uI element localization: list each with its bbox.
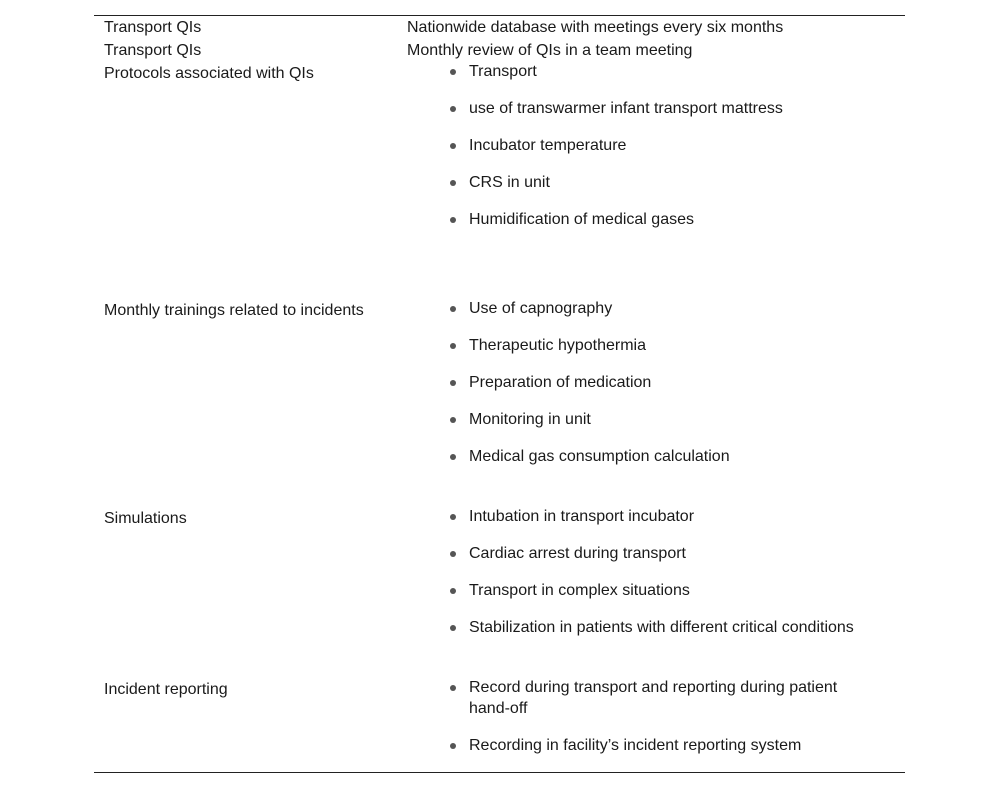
bullet-icon xyxy=(450,588,456,594)
bullet-list xyxy=(449,298,859,467)
item-text: Monitoring in unit xyxy=(469,411,591,428)
list-item xyxy=(449,209,859,230)
item-text: CRS in unit xyxy=(469,174,550,191)
table-row xyxy=(94,39,905,62)
bullet-icon xyxy=(450,454,456,460)
list-item xyxy=(449,677,859,719)
bullet-icon xyxy=(450,143,456,149)
list-item xyxy=(449,446,859,467)
row-label: Monthly trainings related to incidents xyxy=(104,302,364,319)
bullet-list xyxy=(449,506,859,638)
bullet-icon xyxy=(450,743,456,749)
bullet-icon xyxy=(450,685,456,691)
list-item xyxy=(449,543,859,564)
item-text: Record during transport and reporting during patient hand-off xyxy=(469,679,838,717)
bullet-list xyxy=(449,677,859,756)
bullet-icon xyxy=(450,106,456,112)
qi-table xyxy=(94,16,905,778)
item-text: Medical gas consumption calculation xyxy=(469,448,730,465)
list-item xyxy=(449,617,859,638)
table-bottom-rule xyxy=(94,772,905,773)
item-text: Recording in facility’s incident reporting system xyxy=(469,737,802,754)
item-text: Use of capnography xyxy=(469,300,613,317)
item-text: Humidification of medical gases xyxy=(469,211,694,228)
list-item xyxy=(449,735,859,756)
list-item xyxy=(449,61,859,82)
bullet-icon xyxy=(450,69,456,75)
bullet-icon xyxy=(450,343,456,349)
list-item xyxy=(449,298,859,319)
bullet-icon xyxy=(450,380,456,386)
row-label: Simulations xyxy=(104,510,187,527)
bullet-icon xyxy=(450,625,456,631)
row-label: Transport QIs xyxy=(104,19,202,36)
item-text: Therapeutic hypothermia xyxy=(469,337,646,354)
table-row-trainings xyxy=(94,299,905,507)
bullet-icon xyxy=(450,551,456,557)
table-row xyxy=(94,16,905,39)
bullet-icon xyxy=(450,417,456,423)
row-label: Protocols associated with QIs xyxy=(104,65,314,82)
item-text: Transport xyxy=(469,63,537,80)
row-label: Transport QIs xyxy=(104,42,202,59)
table-row-incident-reporting xyxy=(94,678,905,778)
bullet-icon xyxy=(450,306,456,312)
table-row-simulations xyxy=(94,507,905,678)
bullet-icon xyxy=(450,217,456,223)
item-text: Intubation in transport incubator xyxy=(469,508,695,525)
bullet-icon xyxy=(450,180,456,186)
row-value: Monthly review of QIs in a team meeting xyxy=(407,42,693,59)
item-text: Incubator temperature xyxy=(469,137,627,154)
list-item xyxy=(449,335,859,356)
list-item xyxy=(449,98,859,119)
row-value: Nationwide database with meetings every six months xyxy=(407,19,784,36)
bullet-icon xyxy=(450,514,456,520)
table-row-protocols xyxy=(94,62,905,299)
list-item xyxy=(449,135,859,156)
list-item xyxy=(449,372,859,393)
row-label: Incident reporting xyxy=(104,681,228,698)
item-text: Cardiac arrest during transport xyxy=(469,545,686,562)
item-text: Preparation of medication xyxy=(469,374,652,391)
item-text: Transport in complex situations xyxy=(469,582,690,599)
item-text: Stabilization in patients with different critical conditions xyxy=(469,619,854,636)
list-item xyxy=(449,506,859,527)
item-text: use of transwarmer infant transport mattress xyxy=(469,100,783,117)
list-item xyxy=(449,409,859,430)
bullet-list xyxy=(449,61,859,230)
list-item xyxy=(449,580,859,601)
list-item xyxy=(449,172,859,193)
